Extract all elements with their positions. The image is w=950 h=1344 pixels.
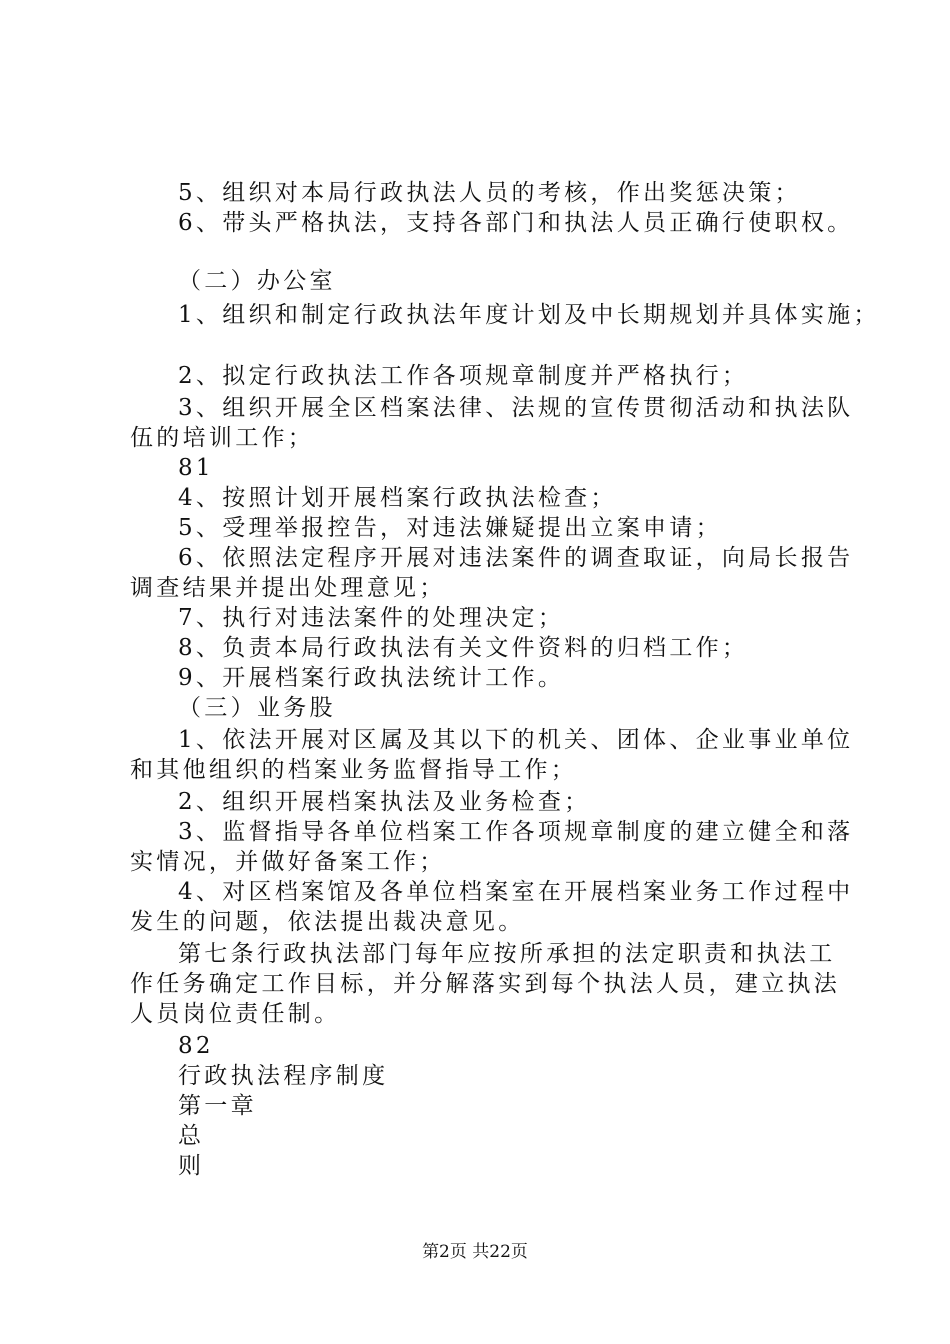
section-heading: （三）业务股	[178, 695, 336, 721]
chapter-title-char: 总	[178, 1123, 205, 1149]
text-line: 6、带头严格执法，支持各部门和执法人员正确行使职权。	[178, 210, 854, 236]
text-line: 伍的培训工作；	[130, 425, 315, 451]
section-heading: （二）办公室	[178, 268, 336, 294]
text-line: 4、按照计划开展档案行政执法检查；	[178, 485, 617, 511]
text-line: 2、组织开展档案执法及业务检查；	[178, 789, 591, 815]
page-footer: 第2页 共22页	[422, 1242, 528, 1262]
text-line: 6、依照法定程序开展对违法案件的调查取证，向局长报告	[178, 545, 854, 571]
text-line: 9、开展档案行政执法统计工作。	[178, 665, 565, 691]
text-line: 4、对区档案馆及各单位档案室在开展档案业务工作过程中	[178, 879, 854, 905]
chapter-title-char: 则	[178, 1153, 205, 1179]
text-line: 1、组织和制定行政执法年度计划及中长期规划并具体实施；	[178, 302, 880, 328]
text-line: 和其他组织的档案业务监督指导工作；	[130, 757, 578, 783]
text-line: 3、组织开展全区档案法律、法规的宣传贯彻活动和执法队	[178, 395, 854, 421]
text-line: 调查结果并提出处理意见；	[130, 575, 446, 601]
chapter-heading: 第一章	[178, 1093, 257, 1119]
text-line: 7、执行对违法案件的处理决定；	[178, 605, 565, 631]
text-line: 作任务确定工作目标，并分解落实到每个执法人员，建立执法	[130, 971, 841, 997]
text-line: 5、组织对本局行政执法人员的考核，作出奖惩决策；	[178, 180, 801, 206]
text-line: 发生的问题，依法提出裁决意见。	[130, 909, 525, 935]
text-line: 1、依法开展对区属及其以下的机关、团体、企业事业单位	[178, 727, 854, 753]
text-line: 5、受理举报控告，对违法嫌疑提出立案申请；	[178, 515, 722, 541]
document-title: 行政执法程序制度	[178, 1063, 389, 1089]
text-line: 3、监督指导各单位档案工作各项规章制度的建立健全和落	[178, 819, 854, 845]
text-line: 2、拟定行政执法工作各项规章制度并严格执行；	[178, 363, 749, 389]
page-marker: 81	[178, 455, 214, 481]
text-line: 8、负责本局行政执法有关文件资料的归档工作；	[178, 635, 749, 661]
page-marker: 82	[178, 1033, 214, 1059]
text-line: 实情况，并做好备案工作；	[130, 849, 446, 875]
text-line: 第七条行政执法部门每年应按所承担的法定职责和执法工	[178, 941, 836, 967]
text-line: 人员岗位责任制。	[130, 1001, 341, 1027]
